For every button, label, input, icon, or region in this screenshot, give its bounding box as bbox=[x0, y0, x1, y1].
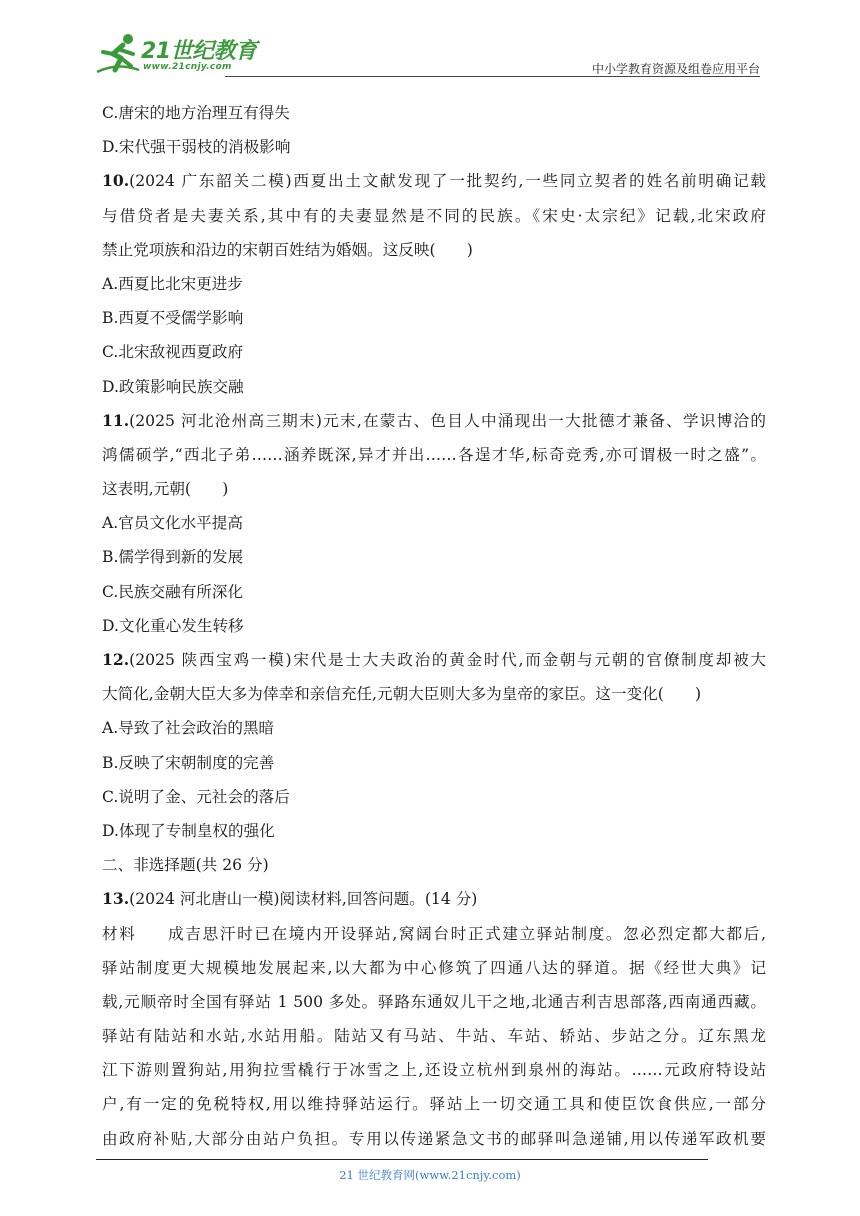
option-b: B.儒学得到新的发展 bbox=[102, 548, 244, 567]
stem-line: 大简化,金朝大臣大多为倖幸和亲信充任,元朝大臣则大多为皇帝的家臣。这一变化( ) bbox=[102, 685, 702, 704]
option-c: C.北宋敌视西夏政府 bbox=[102, 343, 244, 362]
material-label: 材料 bbox=[102, 924, 137, 943]
material-text: 成吉思汗时已在境内开设驿站,窝阔台时正式建立驿站制度。忽必烈定都大都后, bbox=[166, 924, 766, 943]
document-body bbox=[102, 96, 766, 1156]
stem-line: 鸿儒硕学,“西北子弟……涵养既深,异才并出……各逞才华,标奇竞秀,亦可谓极一时之盛”。 bbox=[102, 445, 766, 464]
footer-link[interactable]: 21 世纪教育网(www.21cnjy.com) bbox=[339, 1168, 521, 1182]
logo-url: www.21cnjy.com bbox=[143, 62, 232, 72]
site-logo[interactable] bbox=[95, 32, 265, 76]
stem-line: 禁止党项族和沿边的宋朝百姓结为婚姻。这反映( ) bbox=[102, 240, 473, 259]
runner-icon bbox=[95, 32, 141, 76]
stem-line: 与借贷者是夫妻关系,其中有的夫妻显然是不同的民族。《宋史·太宗纪》记载,北宋政府 bbox=[102, 206, 766, 225]
option-d: D.政策影响民族交融 bbox=[102, 377, 244, 396]
footer-divider bbox=[96, 1159, 708, 1160]
question-10-stem bbox=[102, 164, 766, 198]
question-13-stem bbox=[102, 882, 766, 916]
material-line: 江下游则置狗站,用狗拉雪橇行于冰雪之上,还设立杭州到泉州的海站。……元政府特设站 bbox=[102, 1061, 766, 1080]
option-a: A.官员文化水平提高 bbox=[102, 514, 243, 533]
material-line: 驿站制度更大规模地发展起来,以大都为中心修筑了四通八达的驿道。据《经世大典》记 bbox=[102, 958, 766, 977]
stem-text: (2024 广东韶关二模)西夏出土文献发现了一批契约,一些同立契者的姓名前明确记载 bbox=[129, 172, 766, 191]
material-line bbox=[102, 917, 766, 951]
material-line: 载,元顺帝时全国有驿站 1 500 多处。驿路东通奴儿干之地,北通吉利吉思部落,西南通西藏。 bbox=[102, 992, 766, 1011]
question-number: 10. bbox=[102, 171, 130, 191]
option-d: D.文化重心发生转移 bbox=[102, 616, 244, 635]
question-number: 12. bbox=[102, 650, 130, 669]
question-number: 11. bbox=[102, 410, 130, 430]
stem-line: 这表明,元朝( ) bbox=[102, 480, 229, 499]
option-a: A.西夏比北宋更进步 bbox=[102, 274, 243, 293]
section-heading: 二、非选择题(共 26 分) bbox=[102, 856, 269, 875]
page-header bbox=[95, 32, 760, 78]
header-divider bbox=[225, 76, 760, 77]
platform-name: 中小学教育资源及组卷应用平台 bbox=[591, 62, 760, 76]
material-line: 驿站有陆站和水站,水站用船。陆站又有马站、牛站、车站、轿站、步站之分。辽东黑龙 bbox=[102, 1027, 766, 1046]
question-11-stem bbox=[102, 404, 766, 438]
stem-text: (2024 河北唐山一模)阅读材料,回答问题。(14 分) bbox=[129, 890, 478, 909]
question-12-stem bbox=[102, 643, 766, 677]
material-line: 由政府补贴,大部分由站户负担。专用以传递紧急文书的邮驿叫急递铺,用以传递军政机要 bbox=[102, 1129, 766, 1148]
logo-title: 21世纪教育 bbox=[141, 39, 257, 64]
option-c: C.民族交融有所深化 bbox=[102, 582, 244, 601]
option-line: D.宋代强干弱枝的消极影响 bbox=[102, 138, 291, 157]
option-b: B.反映了宋朝制度的完善 bbox=[102, 753, 275, 772]
stem-text: (2025 陕西宝鸡一模)宋代是士大夫政治的黄金时代,而金朝与元朝的官僚制度却被大 bbox=[129, 651, 766, 669]
stem-text: (2025 河北沧州高三期末)元末,在蒙古、色目人中涌现出一大批德才兼备、学识博洽的 bbox=[129, 411, 766, 430]
option-line: C.唐宋的地方治理互有得失 bbox=[102, 104, 290, 122]
option-d: D.体现了专制皇权的强化 bbox=[102, 821, 275, 840]
option-c: C.说明了金、元社会的落后 bbox=[102, 787, 290, 806]
question-number: 13. bbox=[102, 889, 130, 909]
option-b: B.西夏不受儒学影响 bbox=[102, 309, 244, 328]
option-a: A.导致了社会政治的黑暗 bbox=[102, 719, 275, 738]
material-line: 户,有一定的免税特权,用以维持驿站运行。驿站上一切交通工具和使臣饮食供应,一部分 bbox=[102, 1095, 766, 1114]
